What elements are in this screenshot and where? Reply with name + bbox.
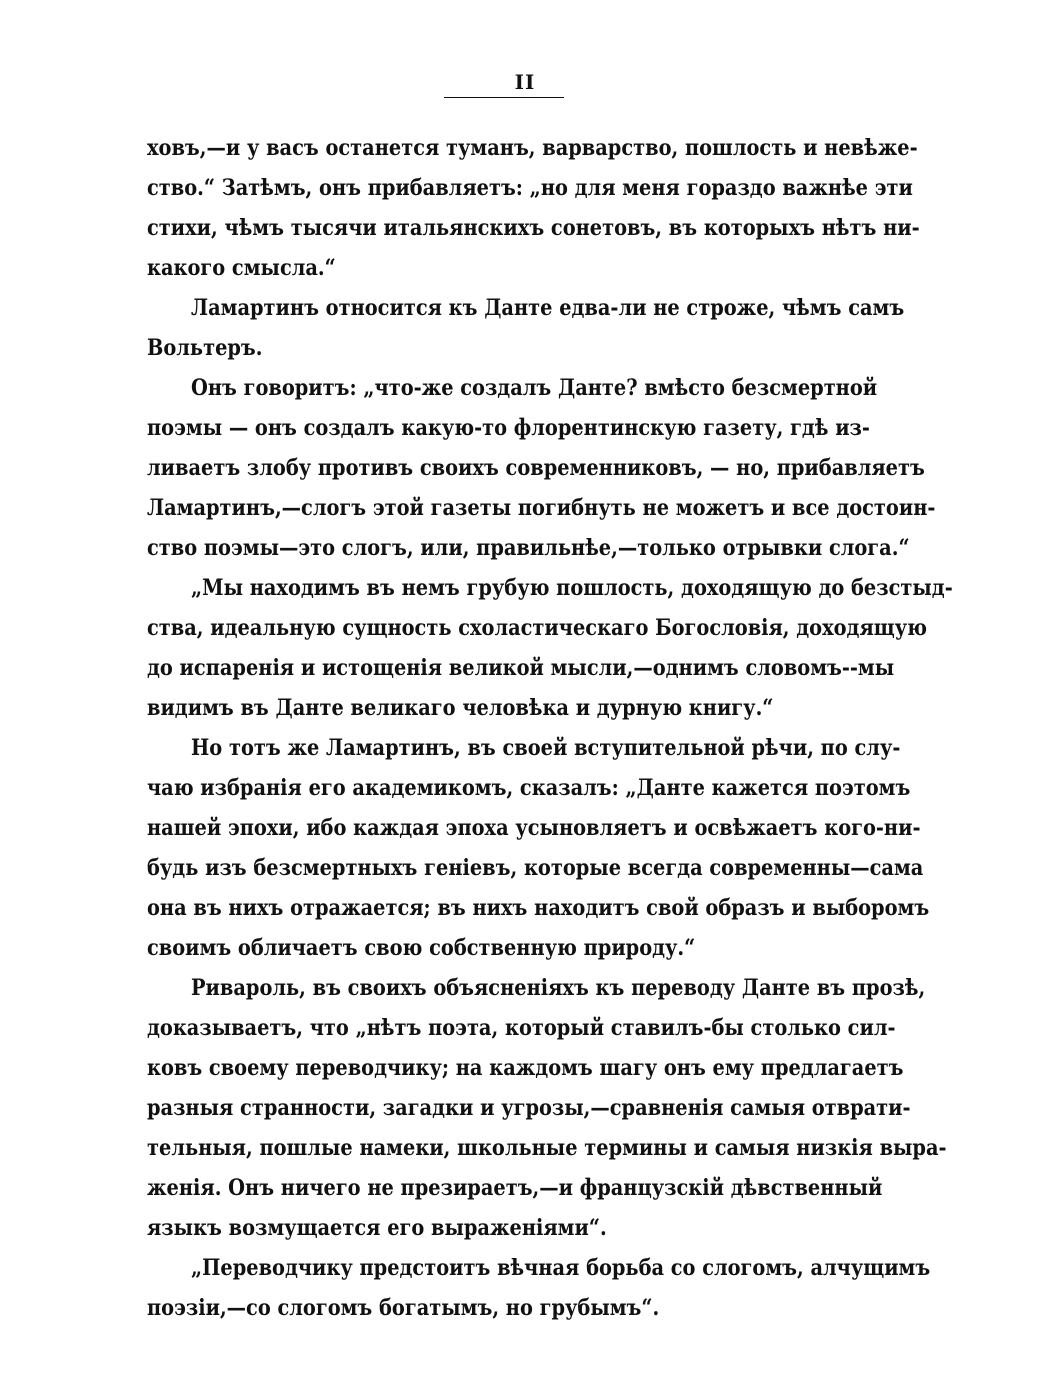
text-line: Ривароль, въ своихъ объясненіяхъ къ переводу Данте въ прозѣ, xyxy=(191,975,926,1001)
text-line: ства, идеальную сущность схоластическаго Богословія, доходящую xyxy=(147,615,927,641)
text-line: ство.“ Затѣмъ, онъ прибавляетъ: „но для меня гораздо важнѣе эти xyxy=(147,175,913,201)
paragraph xyxy=(147,128,920,288)
text-line: Вольтеръ. xyxy=(147,335,263,361)
text-line: видимъ въ Данте великаго человѣка и дурную книгу.“ xyxy=(147,695,774,721)
paragraph xyxy=(147,1248,931,1328)
paragraph xyxy=(147,288,905,368)
text-line: ховъ,—и у васъ останется туманъ, варварство, пошлость и невѣже- xyxy=(147,135,918,161)
text-line: ливаетъ злобу противъ своихъ современниковъ, — но, прибавляетъ xyxy=(147,455,925,481)
text-line: какого смысла.“ xyxy=(147,255,336,281)
paragraph xyxy=(147,568,953,728)
text-line: до испаренія и истощенія великой мысли,—однимъ словомъ--мы xyxy=(147,655,895,681)
text-line: ковъ своему переводчику; на каждомъ шагу онъ ему предлагаетъ xyxy=(147,1055,904,1081)
paragraph xyxy=(147,968,947,1248)
text-line: Онъ говоритъ: „что-же создалъ Данте? вмѣсто безсмертной xyxy=(191,375,878,401)
text-line: женія. Онъ ничего не презираетъ,—и французскій дѣвственный xyxy=(147,1175,883,1201)
text-line: тельныя, пошлые намеки, школьные термины и самыя низкія выра- xyxy=(147,1135,947,1161)
text-line: разныя странности, загадки и угрозы,—сравненія самыя отврати- xyxy=(147,1095,911,1121)
text-line: будь изъ безсмертныхъ геніевъ, которые всегда современны—сама xyxy=(147,855,924,881)
text-line: „Переводчику предстоитъ вѣчная борьба со слогомъ, алчущимъ xyxy=(191,1255,931,1281)
text-line: поэмы — онъ создалъ какую-то флорентинскую газету, гдѣ из- xyxy=(147,415,870,441)
text-line: чаю избранія его академикомъ, сказалъ: „Данте кажется поэтомъ xyxy=(147,775,911,801)
text-line: доказываетъ, что „нѣтъ поэта, который ставилъ-бы столько сил- xyxy=(147,1015,896,1041)
text-line: Ламартинъ,—слогъ этой газеты погибнуть не можетъ и все достоин- xyxy=(147,495,936,521)
page-number: II xyxy=(514,70,536,94)
text-line: нашей эпохи, ибо каждая эпоха усыновляетъ и освѣжаетъ кого-ни- xyxy=(147,815,921,841)
header-rule xyxy=(444,97,564,98)
paragraph xyxy=(147,728,930,968)
text-line: „Мы находимъ въ немъ грубую пошлость, доходящую до безстыд- xyxy=(191,575,953,601)
text-line: поэзіи,—со слогомъ богатымъ, но грубымъ“. xyxy=(147,1295,660,1321)
paragraph xyxy=(147,368,936,568)
text-line: стихи, чѣмъ тысячи итальянскихъ сонетовъ, въ которыхъ нѣтъ ни- xyxy=(147,215,920,241)
text-line: языкъ возмущается его выраженіями“. xyxy=(147,1215,607,1241)
text-line: ство поэмы—это слогъ, или, правильнѣе,—только отрывки слога.“ xyxy=(147,535,910,561)
text-line: своимъ обличаетъ свою собственную природу.“ xyxy=(147,935,696,961)
text-line: она въ нихъ отражается; въ нихъ находитъ свой образъ и выборомъ xyxy=(147,895,930,921)
body-text xyxy=(147,128,953,1328)
text-line: Но тотъ же Ламартинъ, въ своей вступительной рѣчи, по слу- xyxy=(191,735,901,761)
text-line: Ламартинъ относится къ Данте едва-ли не строже, чѣмъ самъ xyxy=(191,295,905,321)
